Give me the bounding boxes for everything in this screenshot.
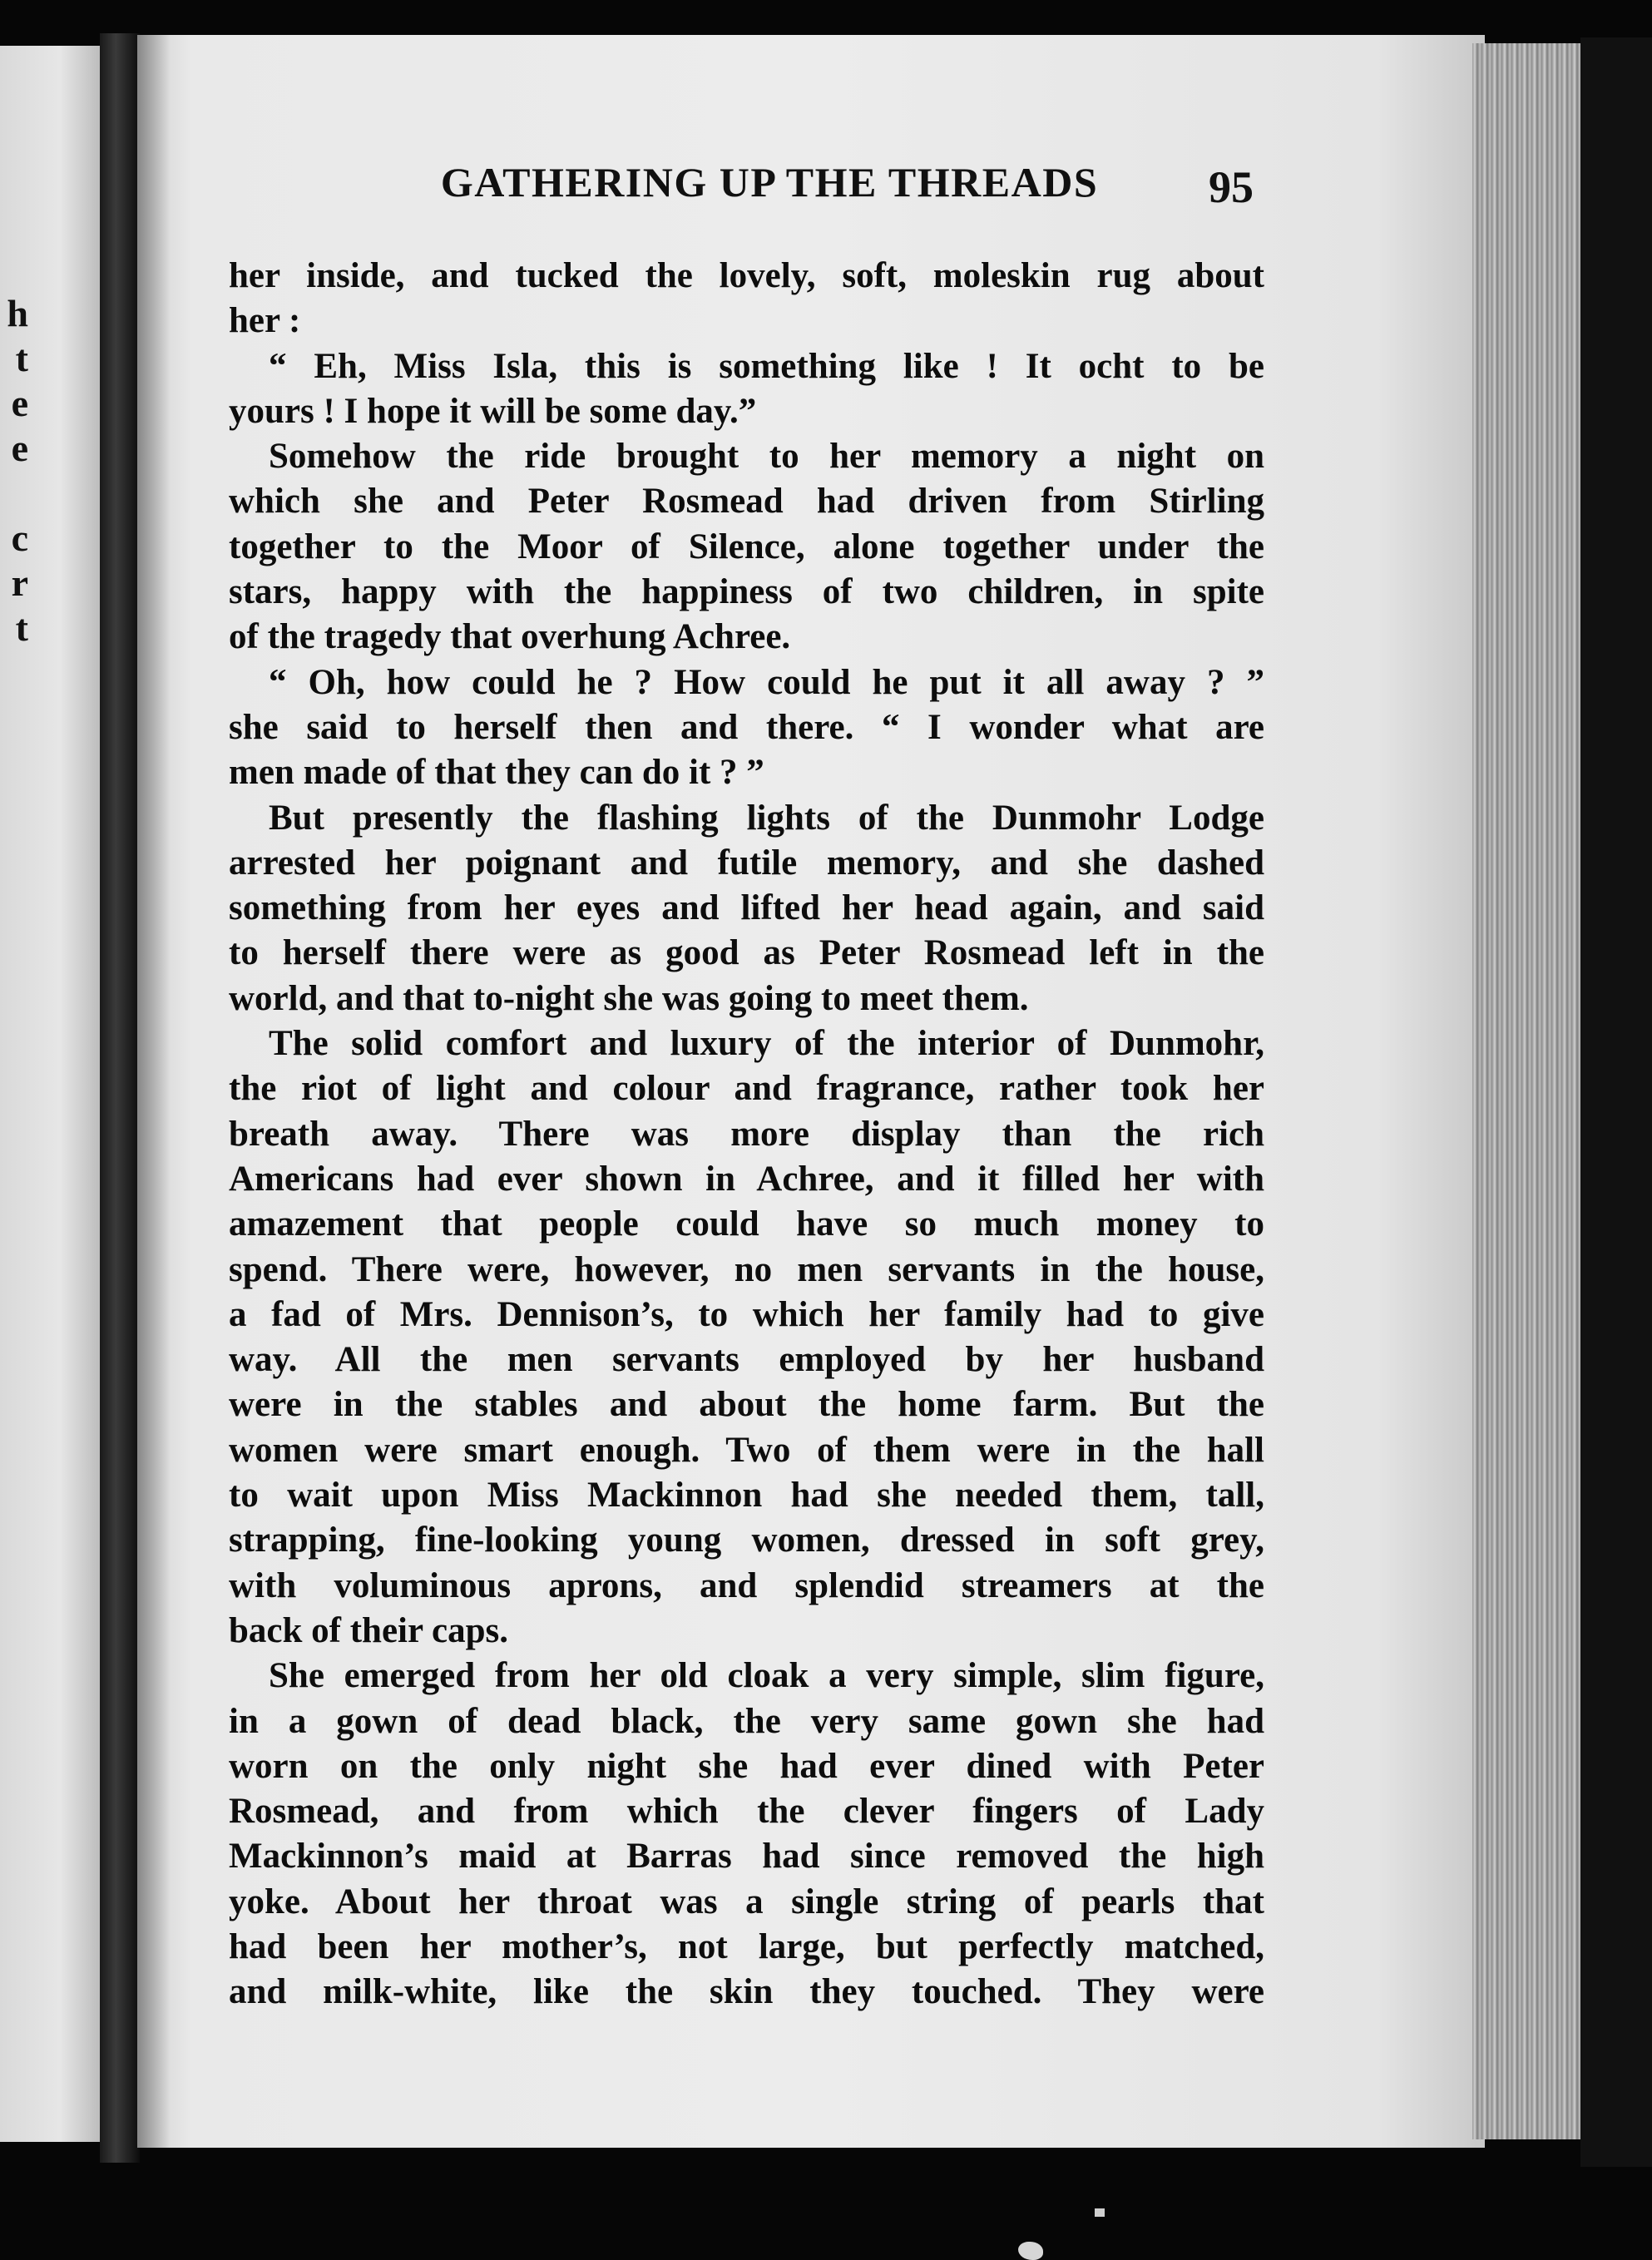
fragment: t bbox=[15, 606, 28, 649]
text-line: men made of that they can do it ? ” bbox=[229, 753, 764, 793]
fragment: c bbox=[11, 517, 28, 559]
gutter-shadow bbox=[137, 35, 171, 2148]
text-line: “ Eh, Miss Isla, this is something like ! It ocht to be bbox=[269, 346, 1264, 386]
text-line: stars, happy with the happiness of two children, in spite bbox=[229, 572, 1264, 612]
page-edges bbox=[1472, 43, 1597, 2139]
text-line: world, and that to-night she was going to meet them. bbox=[229, 978, 1029, 1018]
text-line: of the tragedy that overhung Achree. bbox=[229, 617, 791, 657]
text-line: way. All the men servants employed by her husband bbox=[229, 1340, 1264, 1380]
page-number: 95 bbox=[1209, 162, 1254, 212]
fragment bbox=[0, 471, 33, 516]
scan-speck bbox=[1018, 2242, 1043, 2260]
fragment: e bbox=[11, 427, 28, 469]
text-line: together to the Moor of Silence, alone together under the bbox=[229, 527, 1264, 566]
text-line: breath away. There was more display than the rich bbox=[229, 1114, 1264, 1154]
text-line: Somehow the ride brought to her memory a night on bbox=[269, 437, 1264, 477]
text-line: she said to herself then and there. “ I wonder what are bbox=[229, 707, 1264, 747]
text-line: to herself there were as good as Peter Rosmead left in the bbox=[229, 933, 1264, 973]
text-line: amazement that people could have so much money to bbox=[229, 1204, 1264, 1244]
facing-page-text-fragments bbox=[0, 291, 33, 650]
page-header bbox=[229, 158, 1264, 216]
text-line: her inside, and tucked the lovely, soft, moleskin rug about bbox=[229, 256, 1264, 295]
text-line: The solid comfort and luxury of the interior of Dunmohr, bbox=[269, 1024, 1264, 1064]
fragment: t bbox=[15, 337, 28, 379]
text-line: But presently the flashing lights of the Dunmohr Lodge bbox=[269, 798, 1264, 838]
text-line: strapping, fine-looking young women, dressed in soft grey, bbox=[229, 1521, 1264, 1560]
fragment: h bbox=[7, 292, 28, 334]
text-line: women were smart enough. Two of them were in the hall bbox=[229, 1430, 1264, 1470]
text-line: had been her mother’s, not large, but perfectly matched, bbox=[229, 1926, 1264, 1966]
text-line: spend. There were, however, no men servants in the house, bbox=[229, 1249, 1264, 1289]
text-line: a fad of Mrs. Dennison’s, to which her family had to give bbox=[229, 1294, 1264, 1334]
text-line: yours ! I hope it will be some day.” bbox=[229, 391, 757, 431]
scan-speck bbox=[1095, 2208, 1105, 2217]
text-line: with voluminous aprons, and splendid streamers at the bbox=[229, 1565, 1264, 1605]
text-line: arrested her poignant and futile memory, and she dashed bbox=[229, 843, 1264, 883]
text-line: She emerged from her old cloak a very simple, slim figure, bbox=[269, 1656, 1264, 1696]
text-line: Mackinnon’s maid at Barras had since removed the high bbox=[229, 1837, 1264, 1877]
text-line: Rosmead, and from which the clever fingers of Lady bbox=[229, 1792, 1264, 1832]
fragment: r bbox=[11, 561, 28, 604]
text-line: yoke. About her throat was a single string of pearls that bbox=[229, 1882, 1264, 1921]
text-line: something from her eyes and lifted her head again, and said bbox=[229, 888, 1264, 928]
text-line: to wait upon Miss Mackinnon had she needed them, tall, bbox=[229, 1476, 1264, 1516]
text-line: back of their caps. bbox=[229, 1610, 509, 1650]
text-line: worn on the only night she had ever dined with Peter bbox=[229, 1746, 1264, 1786]
text-line: Americans had ever shown in Achree, and it filled her with bbox=[229, 1159, 1264, 1199]
text-line: in a gown of dead black, the very same gown she had bbox=[229, 1701, 1264, 1741]
text-line: her : bbox=[229, 301, 301, 341]
text-line: were in the stables and about the home farm. But the bbox=[229, 1385, 1264, 1425]
text-line: the riot of light and colour and fragrance, rather took her bbox=[229, 1069, 1264, 1109]
text-line: and milk-white, like the skin they touched. They were bbox=[229, 1972, 1264, 2012]
body-text bbox=[229, 254, 1264, 2015]
book-cover-edge bbox=[1580, 37, 1652, 2167]
text-line: “ Oh, how could he ? How could he put it all away ? ” bbox=[269, 662, 1264, 702]
text-line: which she and Peter Rosmead had driven from Stirling bbox=[229, 482, 1264, 522]
book-gutter bbox=[100, 33, 140, 2163]
running-head: GATHERING UP THE THREADS bbox=[440, 159, 1099, 205]
fragment: e bbox=[11, 382, 28, 424]
